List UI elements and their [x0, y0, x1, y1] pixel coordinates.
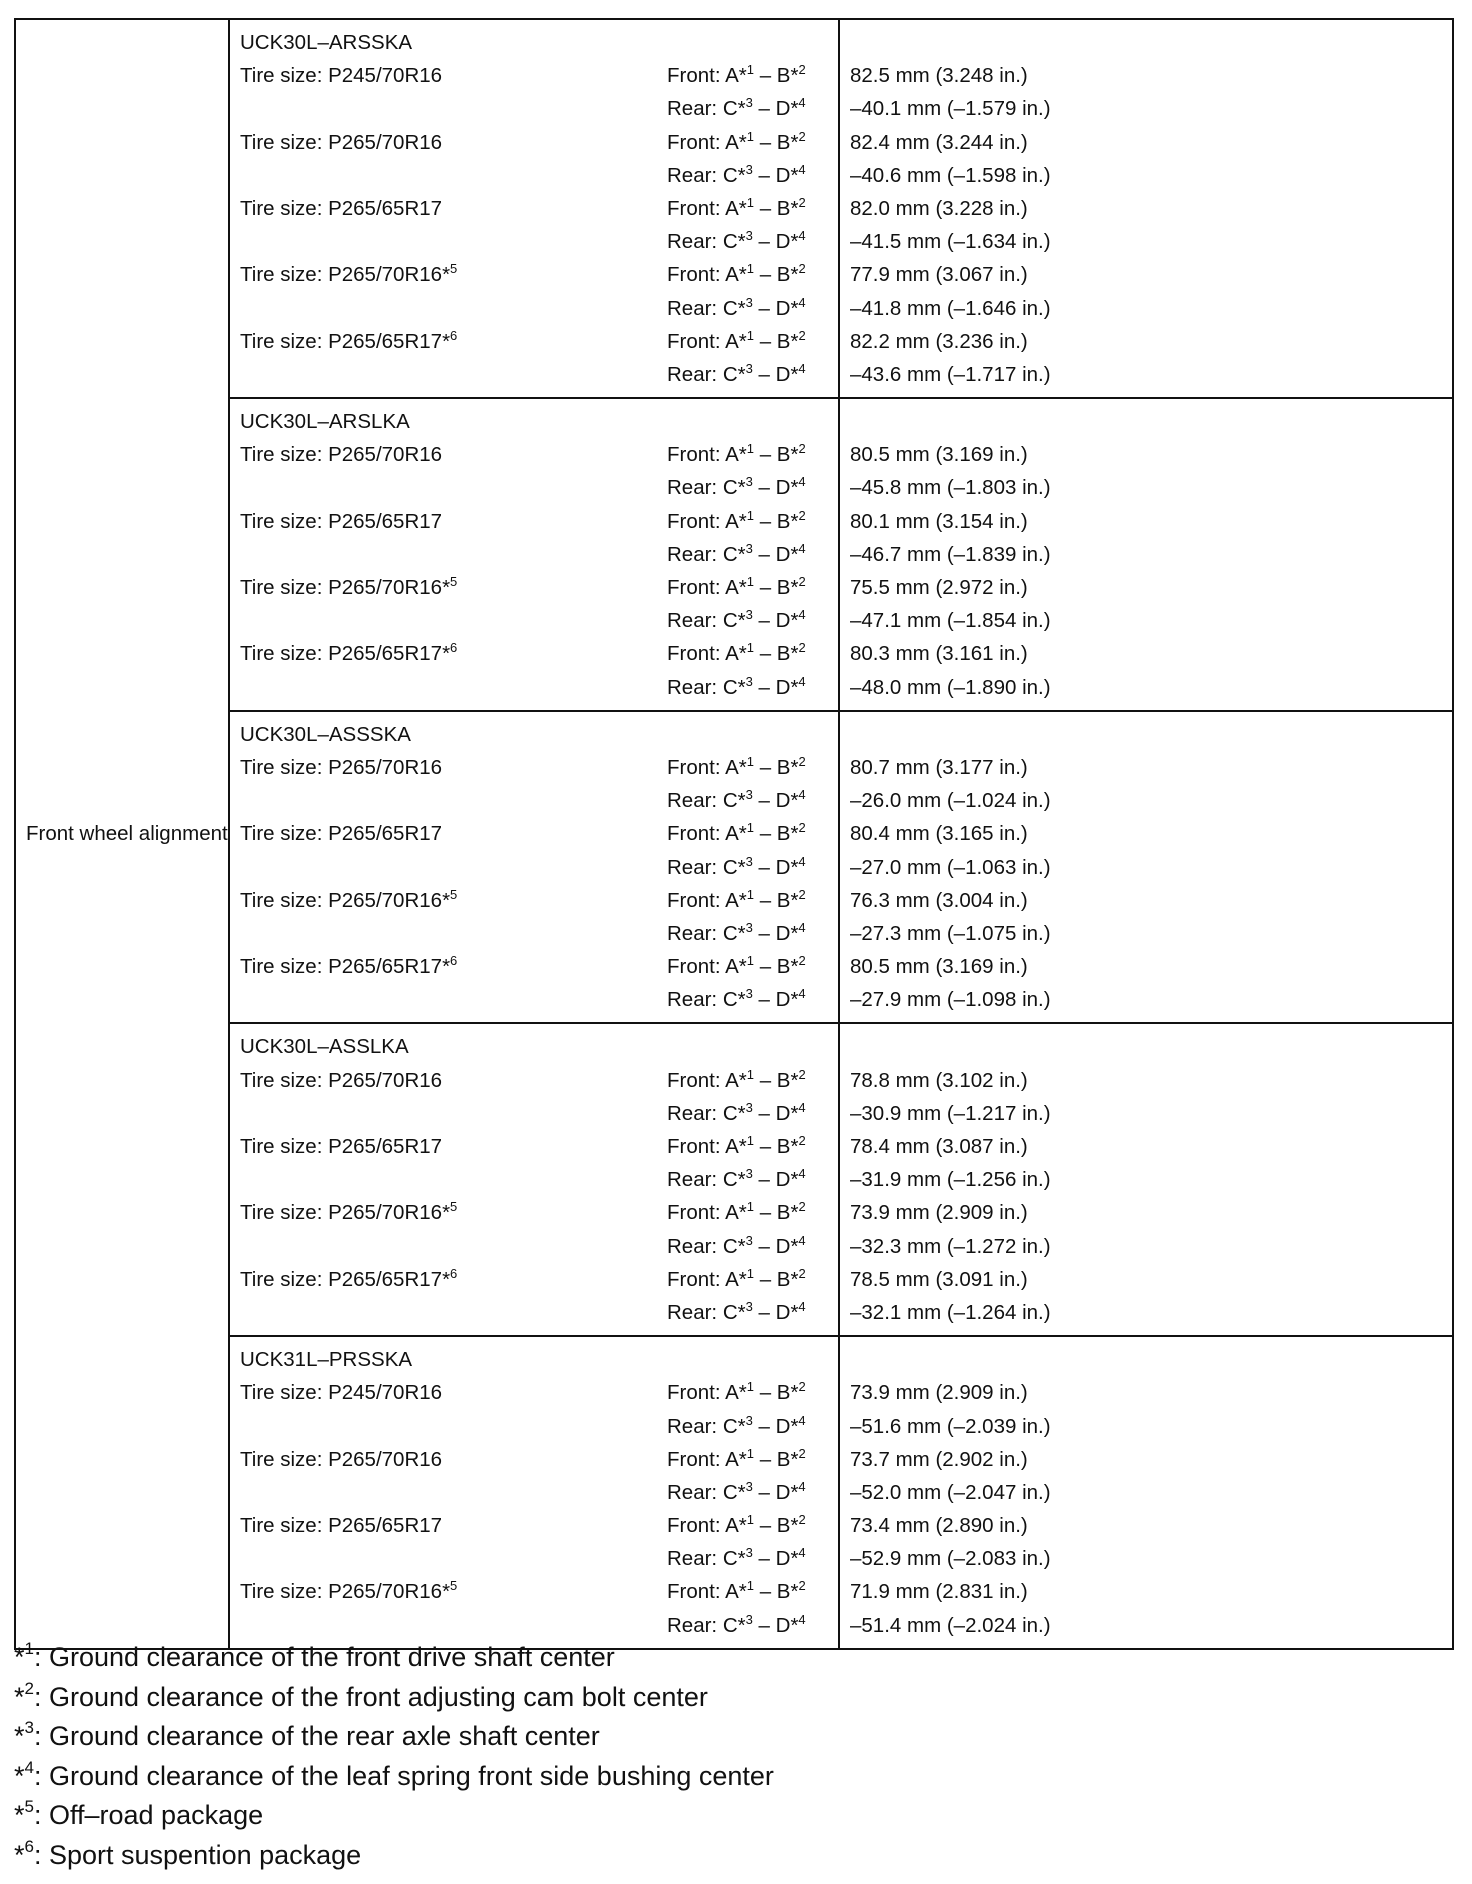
spacer: [850, 405, 1452, 438]
rear-label: Rear: C*$^3$ – D*$^4$: [667, 1611, 806, 1637]
tire-size: Tire size: P265/70R16*$^5$: [240, 1199, 458, 1225]
footnote: *$^3$: Ground clearance of the rear axle shaft center: [14, 1718, 600, 1751]
list-item: [240, 159, 838, 192]
front-value: 75.5 mm (2.972 in.): [850, 576, 1028, 599]
list-item: [240, 225, 838, 258]
list-item: [240, 1575, 838, 1608]
rear-label: Rear: C*$^3$ – D*$^4$: [667, 95, 806, 121]
list-item: [240, 258, 838, 291]
rear-label: Rear: C*$^3$ – D*$^4$: [667, 228, 806, 254]
tire-size: Tire size: P265/65R17: [240, 1514, 443, 1538]
rear-label: Rear: C*$^3$ – D*$^4$: [667, 540, 806, 566]
front-value: 80.1 mm (3.154 in.): [850, 509, 1028, 533]
footnotes: [14, 1638, 774, 1875]
front-value: 73.9 mm (2.909 in.): [850, 1201, 1028, 1225]
values-cell: [839, 1023, 1453, 1336]
values-cell: [839, 711, 1453, 1024]
list-item: [240, 1443, 838, 1476]
list-item: [240, 637, 838, 670]
tire-size: Tire size: P265/65R17: [240, 509, 443, 533]
front-value: 80.7 mm (3.177 in.): [850, 755, 1028, 779]
list-item: [240, 92, 838, 125]
rear-label: Rear: C*$^3$ – D*$^4$: [667, 1099, 806, 1125]
rear-label: Rear: C*$^3$ – D*$^4$: [667, 853, 806, 879]
tire-size: Tire size: P265/70R16*$^5$: [240, 1578, 458, 1604]
tire-size: Tire size: P265/65R17: [240, 822, 443, 846]
tire-size: Tire size: P265/70R16*$^5$: [240, 261, 458, 287]
front-label: Front: A*$^1$ – B*$^2$: [667, 886, 806, 912]
model-code: UCK30L–ASSLKA: [240, 1035, 409, 1059]
list-item: [240, 784, 838, 817]
tire-size: Tire size: P265/70R16: [240, 443, 443, 467]
list-item: [240, 292, 838, 325]
rear-value: –47.1 mm (–1.854 in.): [850, 609, 1051, 633]
rear-label: Rear: C*$^3$ – D*$^4$: [667, 1166, 806, 1192]
list-item: [240, 126, 838, 159]
list-item: [240, 1163, 838, 1196]
list-item: [240, 471, 838, 504]
front-label: Front: A*$^1$ – B*$^2$: [667, 441, 806, 467]
front-label: Front: A*$^1$ – B*$^2$: [667, 1199, 806, 1225]
tire-size: Tire size: P265/70R16*$^5$: [240, 886, 458, 912]
front-label: Front: A*$^1$ – B*$^2$: [667, 507, 806, 533]
list-item: [240, 851, 838, 884]
front-label: Front: A*$^1$ – B*$^2$: [667, 1265, 806, 1291]
front-value: 80.4 mm (3.165 in.): [850, 822, 1028, 846]
list-item: [240, 1609, 838, 1642]
footnote: *$^5$: Off–road package: [14, 1797, 264, 1830]
tire-size: Tire size: P265/70R16*$^5$: [240, 574, 458, 599]
tire-size: Tire size: P245/70R16: [240, 1381, 443, 1405]
list-item: [240, 751, 838, 784]
spacer: [850, 26, 1452, 59]
front-label: Front: A*$^1$ – B*$^2$: [667, 261, 806, 287]
front-value: 80.5 mm (3.169 in.): [850, 443, 1028, 467]
table-row: [15, 1336, 1453, 1649]
front-label: Front: A*$^1$ – B*$^2$: [667, 128, 806, 154]
list-item: [240, 358, 838, 391]
table-body: [15, 19, 1453, 1649]
list-item: [240, 1476, 838, 1509]
rear-value: –52.9 mm (–2.083 in.): [850, 1547, 1051, 1571]
front-label: Front: A*$^1$ – B*$^2$: [667, 62, 806, 88]
model-tire-cell: [229, 1023, 839, 1336]
list-item: [240, 1410, 838, 1443]
rear-value: –51.4 mm (–2.024 in.): [850, 1613, 1051, 1637]
rear-label: Rear: C*$^3$ – D*$^4$: [667, 1545, 806, 1571]
rear-value: –40.1 mm (–1.579 in.): [850, 97, 1051, 121]
spacer: [850, 718, 1452, 751]
list-item: [240, 1064, 838, 1097]
model-tire-cell: [229, 711, 839, 1024]
front-value: 82.5 mm (3.248 in.): [850, 64, 1028, 88]
rear-label: Rear: C*$^3$ – D*$^4$: [667, 1412, 806, 1438]
front-label: Front: A*$^1$ – B*$^2$: [667, 1133, 806, 1158]
model-code: UCK30L–ARSLKA: [240, 410, 410, 434]
front-value: 80.3 mm (3.161 in.): [850, 642, 1028, 666]
table-row: [15, 711, 1453, 1024]
rear-value: –30.9 mm (–1.217 in.): [850, 1101, 1051, 1125]
model-code: UCK30L–ARSSKA: [240, 31, 413, 54]
list-item: [240, 1130, 838, 1163]
list-item: [240, 604, 838, 637]
list-item: [240, 1376, 838, 1409]
front-value: 76.3 mm (3.004 in.): [850, 888, 1028, 912]
list-item: [240, 538, 838, 571]
front-value: 80.5 mm (3.169 in.): [850, 955, 1028, 979]
rear-label: Rear: C*$^3$ – D*$^4$: [667, 1298, 806, 1324]
values-cell: [839, 398, 1453, 711]
rear-label: Rear: C*$^3$ – D*$^4$: [667, 986, 806, 1012]
rear-value: –26.0 mm (–1.024 in.): [850, 789, 1051, 813]
rear-label: Rear: C*$^3$ – D*$^4$: [667, 919, 806, 945]
rear-label: Rear: C*$^3$ – D*$^4$: [667, 1232, 806, 1258]
tire-size: Tire size: P265/65R17: [240, 196, 443, 220]
model-tire-cell: [229, 1336, 839, 1649]
front-label: Front: A*$^1$ – B*$^2$: [667, 820, 806, 846]
tire-size: Tire size: P265/65R17*$^6$: [240, 640, 458, 666]
rear-value: –46.7 mm (–1.839 in.): [850, 542, 1051, 566]
list-item: [240, 983, 838, 1016]
list-item: [240, 192, 838, 225]
list-item: [240, 59, 838, 92]
rear-value: –32.1 mm (–1.264 in.): [850, 1300, 1051, 1324]
rear-value: –27.3 mm (–1.075 in.): [850, 921, 1051, 945]
front-value: 71.9 mm (2.831 in.): [850, 1580, 1028, 1604]
list-item: [240, 1296, 838, 1329]
front-value: 78.5 mm (3.091 in.): [850, 1267, 1028, 1291]
list-item: [240, 1097, 838, 1130]
list-item: [240, 505, 838, 538]
list-item: [240, 884, 838, 917]
rear-value: –43.6 mm (–1.717 in.): [850, 362, 1051, 386]
footnote: *$^4$: Ground clearance of the leaf spring front side bushing center: [14, 1757, 774, 1791]
model-code: UCK31L–PRSSKA: [240, 1348, 413, 1372]
table-row: [15, 1023, 1453, 1336]
rear-label: Rear: C*$^3$ – D*$^4$: [667, 673, 806, 699]
list-item: [240, 438, 838, 471]
rear-value: –40.6 mm (–1.598 in.): [850, 163, 1051, 187]
model-code: UCK30L–ASSSKA: [240, 722, 411, 746]
tire-size: Tire size: P265/70R16: [240, 1447, 443, 1471]
rear-value: –45.8 mm (–1.803 in.): [850, 476, 1051, 500]
footnote: *$^6$: Sport suspention package: [14, 1836, 362, 1870]
list-item: [240, 325, 838, 358]
front-label: Front: A*$^1$ – B*$^2$: [667, 753, 806, 779]
rear-value: –27.0 mm (–1.063 in.): [850, 855, 1051, 879]
list-item: [240, 571, 838, 604]
row-label: Front wheel alignment: [15, 19, 229, 1649]
rear-value: –27.9 mm (–1.098 in.): [850, 988, 1051, 1012]
front-label: Front: A*$^1$ – B*$^2$: [667, 194, 806, 220]
rear-value: –31.9 mm (–1.256 in.): [850, 1168, 1051, 1192]
rear-value: –48.0 mm (–1.890 in.): [850, 675, 1051, 699]
front-value: 82.2 mm (3.236 in.): [850, 329, 1028, 353]
front-value: 77.9 mm (3.067 in.): [850, 263, 1028, 287]
list-item: [240, 950, 838, 983]
list-item: [240, 1230, 838, 1263]
rear-value: –51.6 mm (–2.039 in.): [850, 1414, 1051, 1438]
model-tire-cell: [229, 19, 839, 398]
rear-label: Rear: C*$^3$ – D*$^4$: [667, 607, 806, 633]
rear-value: –52.0 mm (–2.047 in.): [850, 1480, 1051, 1504]
values-cell: [839, 19, 1453, 398]
table-row: [15, 398, 1453, 711]
tire-size: Tire size: P265/65R17*$^6$: [240, 327, 458, 353]
front-value: 82.4 mm (3.244 in.): [850, 130, 1028, 154]
rear-value: –41.5 mm (–1.634 in.): [850, 230, 1051, 254]
front-value: 82.0 mm (3.228 in.): [850, 196, 1028, 220]
rear-label: Rear: C*$^3$ – D*$^4$: [667, 474, 806, 500]
tire-size: Tire size: P265/70R16: [240, 1068, 443, 1092]
footnote: *$^2$: Ground clearance of the front adjusting cam bolt center: [14, 1678, 708, 1712]
front-value: 78.8 mm (3.102 in.): [850, 1068, 1028, 1092]
spacer: [850, 1343, 1452, 1376]
tire-size: Tire size: P265/65R17*$^6$: [240, 953, 458, 979]
front-label: Front: A*$^1$ – B*$^2$: [667, 1445, 806, 1471]
list-item: [240, 1509, 838, 1542]
rear-label: Rear: C*$^3$ – D*$^4$: [667, 787, 806, 813]
table-row: [15, 19, 1453, 398]
front-label: Front: A*$^1$ – B*$^2$: [667, 1066, 806, 1092]
front-label: Front: A*$^1$ – B*$^2$: [667, 953, 806, 979]
front-label: Front: A*$^1$ – B*$^2$: [667, 1512, 806, 1538]
tire-size: Tire size: P245/70R16: [240, 64, 443, 88]
front-label: Front: A*$^1$ – B*$^2$: [667, 327, 806, 353]
front-value: 78.4 mm (3.087 in.): [850, 1135, 1028, 1158]
list-item: [240, 917, 838, 950]
values-cell: [839, 1336, 1453, 1649]
front-label: Front: A*$^1$ – B*$^2$: [667, 1578, 806, 1604]
front-label: Front: A*$^1$ – B*$^2$: [667, 1379, 806, 1405]
model-tire-cell: [229, 398, 839, 711]
front-value: 73.4 mm (2.890 in.): [850, 1514, 1028, 1538]
list-item: [240, 1263, 838, 1296]
rear-value: –32.3 mm (–1.272 in.): [850, 1234, 1051, 1258]
footnote: *$^1$: Ground clearance of the front drive shaft center: [14, 1639, 615, 1672]
front-value: 73.7 mm (2.902 in.): [850, 1447, 1028, 1471]
tire-size: Tire size: P265/65R17*$^6$: [240, 1265, 458, 1291]
list-item: [240, 1196, 838, 1229]
alignment-spec-table: [14, 18, 1454, 1650]
tire-size: Tire size: P265/70R16: [240, 130, 443, 154]
front-label: Front: A*$^1$ – B*$^2$: [667, 640, 806, 666]
front-value: 73.9 mm (2.909 in.): [850, 1381, 1028, 1405]
spacer: [850, 1030, 1452, 1063]
tire-size: Tire size: P265/65R17: [240, 1135, 443, 1158]
rear-label: Rear: C*$^3$ – D*$^4$: [667, 360, 806, 386]
list-item: [240, 817, 838, 850]
list-item: [240, 671, 838, 704]
front-label: Front: A*$^1$ – B*$^2$: [667, 574, 806, 599]
rear-label: Rear: C*$^3$ – D*$^4$: [667, 294, 806, 320]
rear-label: Rear: C*$^3$ – D*$^4$: [667, 1478, 806, 1504]
rear-value: –41.8 mm (–1.646 in.): [850, 296, 1051, 320]
tire-size: Tire size: P265/70R16: [240, 755, 443, 779]
list-item: [240, 1542, 838, 1575]
rear-label: Rear: C*$^3$ – D*$^4$: [667, 161, 806, 187]
